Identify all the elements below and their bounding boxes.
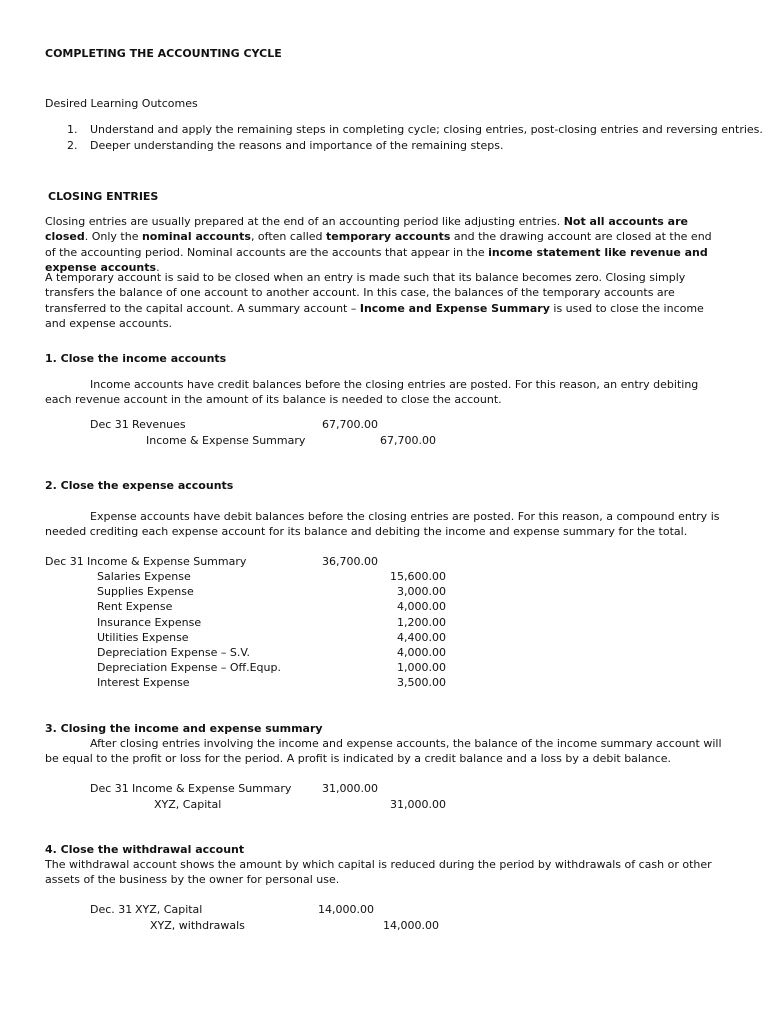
credit-account: Salaries Expense (97, 570, 191, 583)
credit-amount: 67,700.00 (380, 434, 436, 447)
entry-date: Dec 31 (90, 418, 129, 431)
credit-account: XYZ, Capital (154, 798, 222, 811)
text-run: is used to close the income and expense accounts. (45, 301, 704, 330)
text-run: . Only the (84, 230, 142, 244)
credit-account: Depreciation Expense – Off.Equp. (97, 661, 281, 674)
debit-account: Income & Expense Summary (132, 782, 292, 795)
entry-date: Dec 31 (45, 555, 84, 568)
entry-date: Dec 31 (90, 782, 129, 795)
section-1-text: Income accounts have credit balances before the closing entries are posted. For this reason, an entry debiting each revenue account in the amount of its balance is needed to close the account. (45, 378, 699, 407)
text-run: . (156, 260, 160, 274)
section-4-heading: 4. Close the withdrawal account (45, 843, 245, 856)
document-title: COMPLETING THE ACCOUNTING CYCLE (45, 47, 282, 60)
section-3-text: After closing entries involving the income and expense accounts, the balance of the income summary account will be equal to the profit or loss for the period. A profit is indicated by a credit balance and a loss by a debit balance. (45, 737, 722, 766)
entry-date: Dec. 31 (90, 903, 133, 916)
text-run-bold: income statement like revenue and expense accounts (45, 245, 708, 274)
credit-account: Interest Expense (97, 676, 190, 689)
outcomes-heading: Desired Learning Outcomes (45, 97, 198, 110)
credit-amount: 31,000.00 (390, 798, 446, 811)
closing-entries-heading: CLOSING ENTRIES (48, 190, 159, 203)
outcome-text: Deeper understanding the reasons and importance of the remaining steps. (90, 139, 504, 152)
outcome-number: 2. (67, 139, 78, 152)
credit-amount: 4,400.00 (397, 631, 446, 644)
outcome-text: Understand and apply the remaining steps in completing cycle; closing entries, post-closing entries and reversing entries. (90, 123, 763, 136)
credit-account: XYZ, withdrawals (150, 919, 245, 932)
credit-amount: 3,500.00 (397, 676, 446, 689)
section-2-heading: 2. Close the expense accounts (45, 479, 234, 492)
credit-amount: 4,000.00 (397, 646, 446, 659)
credit-account: Insurance Expense (97, 616, 202, 629)
debit-amount: 67,700.00 (322, 418, 378, 431)
closing-paragraph-1 (45, 214, 725, 275)
debit-amount: 36,700.00 (322, 555, 378, 568)
section-4-text: The withdrawal account shows the amount by which capital is reduced during the period by withdrawals of cash or other assets of the business by the owner for personal use. (45, 858, 712, 887)
credit-amount: 1,200.00 (397, 616, 446, 629)
text-run: A temporary account is said to be closed when an entry is made such that its balance becomes zero. Closing simply transfers the balance of one account to another account. In this case, the balances of the temporary accounts are transferred to the capital account. A summary account – (45, 271, 686, 315)
text-run-bold: nominal accounts (141, 230, 251, 244)
credit-amount: 14,000.00 (383, 919, 439, 932)
debit-amount: 31,000.00 (322, 782, 378, 795)
credit-amount: 4,000.00 (397, 600, 446, 613)
text-run: , often called (250, 230, 327, 244)
text-run: Closing entries are usually prepared at the end of an accounting period like adjusting entries. (45, 215, 564, 228)
outcome-number: 1. (67, 123, 78, 136)
credit-account: Income & Expense Summary (146, 434, 306, 447)
text-run-bold: Income and Expense Summary (359, 301, 550, 315)
text-run: and the drawing account are closed at the end of the accounting period. Nominal accounts are the accounts that appear in the (45, 230, 712, 259)
section-2-text: Expense accounts have debit balances before the closing entries are posted. For this reason, a compound entry is needed crediting each expense account for its balance and debiting the income and expense summary for the total. (45, 510, 720, 539)
text-run-bold: Not all accounts are closed (45, 215, 688, 244)
debit-amount: 14,000.00 (318, 903, 374, 916)
closing-paragraph-2 (45, 270, 725, 331)
debit-account: XYZ, Capital (135, 903, 203, 916)
credit-amount: 3,000.00 (397, 585, 446, 598)
section-3-heading: 3. Closing the income and expense summary (45, 722, 323, 735)
section-1-heading: 1. Close the income accounts (45, 352, 227, 365)
debit-account: Income & Expense Summary (87, 555, 247, 568)
credit-account: Utilities Expense (97, 631, 189, 644)
credit-amount: 1,000.00 (397, 661, 446, 674)
credit-account: Rent Expense (97, 600, 173, 613)
debit-account: Revenues (132, 418, 186, 431)
credit-account: Depreciation Expense – S.V. (97, 646, 250, 659)
credit-amount: 15,600.00 (390, 570, 446, 583)
text-run-bold: temporary accounts (326, 230, 451, 244)
credit-account: Supplies Expense (97, 585, 194, 598)
